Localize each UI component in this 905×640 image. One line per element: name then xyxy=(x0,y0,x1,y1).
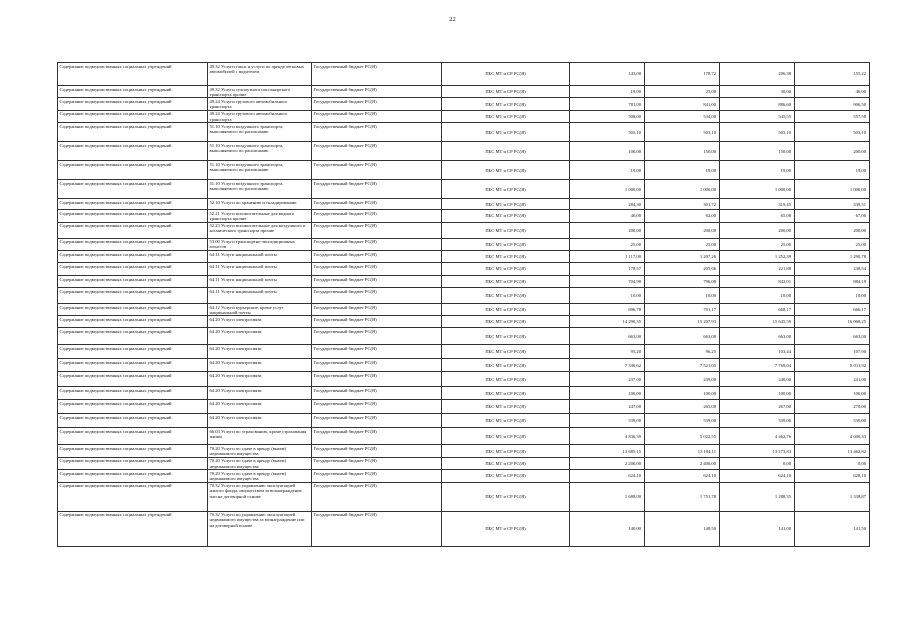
budget-source-cell: Государственный бюджет РС(Я) xyxy=(312,98,442,110)
value-year3-cell: 240,00 xyxy=(720,372,795,387)
service-code-cell: 64.12 Услуги курьерские, кроме услуг национальной почты xyxy=(208,304,312,316)
unit-cell: ПБС МТ и СР РС(Я) xyxy=(442,98,570,110)
org-name-cell: Содержание подведомственных социальных учреждений xyxy=(58,428,208,445)
value-year4-cell: 4 600,33 xyxy=(795,428,870,445)
service-code-cell: 64.20 Услуги электросвязи xyxy=(208,359,312,372)
value-year1-cell: 19,00 xyxy=(570,86,645,98)
budget-source-cell: Государственный бюджет РС(Я) xyxy=(312,372,442,387)
org-name-cell: Содержание подведомственных социальных учреждений xyxy=(58,123,208,142)
value-year2-cell: 10,00 xyxy=(645,288,720,304)
table-row xyxy=(58,387,870,400)
service-code-cell: 70.20 Услуги по сдаче в аренду (внаем) недвижимого имущества xyxy=(208,445,312,457)
value-year4-cell: 13 462,82 xyxy=(795,445,870,457)
unit-cell: ПБС МТ и СР РС(Я) xyxy=(442,63,570,86)
table-row xyxy=(58,511,870,546)
org-name-cell: Содержание подведомственных социальных учреждений xyxy=(58,251,208,263)
budget-source-cell: Государственный бюджет РС(Я) xyxy=(312,482,442,511)
value-year4-cell: 8 011,92 xyxy=(795,359,870,372)
service-code-cell: 51.10 Услуги воздушного транспорта, выполняемого по расписанию xyxy=(208,123,312,142)
value-year2-cell: 239,00 xyxy=(645,372,720,387)
value-year4-cell: 884,19 xyxy=(795,276,870,288)
service-code-cell: 64.11 Услуги национальной почты xyxy=(208,276,312,288)
unit-cell: ПБС МТ и СР РС(Я) xyxy=(442,110,570,122)
budget-source-cell: Государственный бюджет РС(Я) xyxy=(312,251,442,263)
value-year3-cell: 200,00 xyxy=(720,222,795,238)
value-year2-cell: 1 207,26 xyxy=(645,251,720,263)
unit-cell: ПБС МТ и СР РС(Я) xyxy=(442,251,570,263)
service-code-cell: 49.24 Услуги грузового автомобильного транспорта xyxy=(208,110,312,122)
unit-cell: ПБС МТ и СР РС(Я) xyxy=(442,142,570,161)
value-year3-cell: 1 000,00 xyxy=(720,180,795,199)
value-year3-cell: 0,00 xyxy=(720,457,795,469)
service-code-cell: 51.10 Услуги воздушного транспорта, выполняемого по расписанию xyxy=(208,161,312,180)
value-year3-cell: 503,10 xyxy=(720,123,795,142)
value-year1-cell: 663,00 xyxy=(570,328,645,345)
table-row xyxy=(58,110,870,122)
value-year2-cell: 200,00 xyxy=(645,222,720,238)
table-row xyxy=(58,276,870,288)
value-year1-cell: 2 200,00 xyxy=(570,457,645,469)
value-year4-cell: 10,00 xyxy=(795,288,870,304)
value-year1-cell: 781,00 xyxy=(570,98,645,110)
org-name-cell: Содержание подведомственных социальных учреждений xyxy=(58,263,208,276)
value-year4-cell: 503,10 xyxy=(795,123,870,142)
table-row xyxy=(58,328,870,345)
value-year2-cell: 503,10 xyxy=(645,123,720,142)
value-year2-cell: 1 751,78 xyxy=(645,482,720,511)
value-year1-cell: 704,98 xyxy=(570,276,645,288)
budget-source-cell: Государственный бюджет РС(Я) xyxy=(312,199,442,210)
table-row xyxy=(58,199,870,210)
unit-cell: ПБС МТ и СР РС(Я) xyxy=(442,345,570,359)
value-year1-cell: 100,00 xyxy=(570,142,645,161)
value-year4-cell: 666,17 xyxy=(795,304,870,316)
service-code-cell: 53.00 Услуги транспортно-экспедиционных агентств xyxy=(208,238,312,250)
value-year3-cell: 4 462,76 xyxy=(720,428,795,445)
unit-cell: ПБС МТ и СР РС(Я) xyxy=(442,199,570,210)
value-year4-cell: 628,10 xyxy=(795,470,870,482)
value-year2-cell: 178,72 xyxy=(645,63,720,86)
table-row xyxy=(58,482,870,511)
value-year4-cell: 100,00 xyxy=(795,387,870,400)
value-year2-cell: 2 400,00 xyxy=(645,457,720,469)
budget-source-cell: Государственный бюджет РС(Я) xyxy=(312,457,442,469)
table-row xyxy=(58,428,870,445)
value-year1-cell: 25,00 xyxy=(570,238,645,250)
org-name-cell: Содержание подведомственных социальных учреждений xyxy=(58,276,208,288)
budget-source-cell: Государственный бюджет РС(Я) xyxy=(312,316,442,328)
value-year1-cell: 19,00 xyxy=(570,161,645,180)
value-year3-cell: 30,00 xyxy=(720,86,795,98)
value-year2-cell: 624,10 xyxy=(645,470,720,482)
value-year3-cell: 150,00 xyxy=(720,142,795,161)
table-row xyxy=(58,251,870,263)
unit-cell: ПБС МТ и СР РС(Я) xyxy=(442,457,570,469)
budget-source-cell: Государственный бюджет РС(Я) xyxy=(312,276,442,288)
unit-cell: ПБС МТ и СР РС(Я) xyxy=(442,482,570,511)
service-code-cell: 70.20 Услуги по сдаче в аренду (внаем) недвижимого имущества xyxy=(208,457,312,469)
value-year3-cell: 1 288,35 xyxy=(720,482,795,511)
unit-cell: ПБС МТ и СР РС(Я) xyxy=(442,316,570,328)
table-row xyxy=(58,63,870,86)
unit-cell: ПБС МТ и СР РС(Я) xyxy=(442,428,570,445)
budget-source-cell: Государственный бюджет РС(Я) xyxy=(312,161,442,180)
service-code-cell: 52.21 Услуги вспомогательные для водного транспорта прочие xyxy=(208,210,312,222)
value-year1-cell: 13 685,15 xyxy=(570,445,645,457)
value-year1-cell: 284,30 xyxy=(570,199,645,210)
service-code-cell: 64.11 Услуги национальной почты xyxy=(208,263,312,276)
service-code-cell: 64.20 Услуги электросвязи xyxy=(208,387,312,400)
value-year3-cell: 539,00 xyxy=(720,414,795,428)
org-name-cell: Содержание подведомственных социальных учреждений xyxy=(58,222,208,238)
budget-source-cell: Государственный бюджет РС(Я) xyxy=(312,345,442,359)
service-code-cell: 49.32 Услуги сухопутного пассажирского транспорта прочие xyxy=(208,86,312,98)
org-name-cell: Содержание подведомственных социальных учреждений xyxy=(58,511,208,546)
value-year4-cell: 155,22 xyxy=(795,63,870,86)
table-row xyxy=(58,359,870,372)
value-year2-cell: 150,00 xyxy=(645,142,720,161)
value-year2-cell: 140,50 xyxy=(645,511,720,546)
table-row xyxy=(58,142,870,161)
value-year1-cell: 140,00 xyxy=(570,511,645,546)
value-year3-cell: 206,38 xyxy=(720,63,795,86)
value-year4-cell: 0,00 xyxy=(795,457,870,469)
value-year3-cell: 221,88 xyxy=(720,263,795,276)
service-code-cell: 64.11 Услуги национальной почты xyxy=(208,288,312,304)
table-row xyxy=(58,180,870,199)
unit-cell: ПБС МТ и СР РС(Я) xyxy=(442,400,570,414)
budget-source-cell: Государственный бюджет РС(Я) xyxy=(312,110,442,122)
table-row xyxy=(58,345,870,359)
value-year1-cell: 7 336,62 xyxy=(570,359,645,372)
unit-cell: ПБС МТ и СР РС(Я) xyxy=(442,328,570,345)
value-year2-cell: 19,00 xyxy=(645,161,720,180)
page-number: 22 xyxy=(449,16,456,23)
value-year3-cell: 624,10 xyxy=(720,470,795,482)
unit-cell: ПБС МТ и СР РС(Я) xyxy=(442,161,570,180)
service-code-cell: 52.10 Услуги по хранению и складированию xyxy=(208,199,312,210)
org-name-cell: Содержание подведомственных социальных учреждений xyxy=(58,482,208,511)
service-code-cell: 64.20 Услуги электросвязи xyxy=(208,400,312,414)
budget-source-cell: Государственный бюджет РС(Я) xyxy=(312,445,442,457)
org-name-cell: Содержание подведомственных социальных учреждений xyxy=(58,414,208,428)
org-name-cell: Содержание подведомственных социальных учреждений xyxy=(58,288,208,304)
budget-source-cell: Государственный бюджет РС(Я) xyxy=(312,359,442,372)
service-code-cell: 49.24 Услуги грузового автомобильного транспорта xyxy=(208,98,312,110)
org-name-cell: Содержание подведомственных социальных учреждений xyxy=(58,63,208,86)
budget-source-cell: Государственный бюджет РС(Я) xyxy=(312,400,442,414)
budget-source-cell: Государственный бюджет РС(Я) xyxy=(312,511,442,546)
value-year2-cell: 7 521,05 xyxy=(645,359,720,372)
unit-cell: ПБС МТ и СР РС(Я) xyxy=(442,304,570,316)
table-row xyxy=(58,210,870,222)
service-code-cell: 51.10 Услуги воздушного транспорта, выполняемого по расписанию xyxy=(208,142,312,161)
unit-cell: ПБС МТ и СР РС(Я) xyxy=(442,372,570,387)
value-year1-cell: 237,00 xyxy=(570,372,645,387)
value-year4-cell: 19,00 xyxy=(795,161,870,180)
value-year2-cell: 301,72 xyxy=(645,199,720,210)
value-year2-cell: 663,00 xyxy=(645,328,720,345)
budget-source-cell: Государственный бюджет РС(Я) xyxy=(312,123,442,142)
value-year2-cell: 1 000,00 xyxy=(645,180,720,199)
budget-source-cell: Государственный бюджет РС(Я) xyxy=(312,428,442,445)
value-year2-cell: 13 104,11 xyxy=(645,445,720,457)
value-year3-cell: 10,00 xyxy=(720,288,795,304)
value-year1-cell: 178,57 xyxy=(570,263,645,276)
unit-cell: ПБС МТ и СР РС(Я) xyxy=(442,276,570,288)
budget-source-cell: Государственный бюджет РС(Я) xyxy=(312,263,442,276)
table-row xyxy=(58,98,870,110)
value-year2-cell: 205,66 xyxy=(645,263,720,276)
unit-cell: ПБС МТ и СР РС(Я) xyxy=(442,470,570,482)
value-year3-cell: 65,00 xyxy=(720,210,795,222)
value-year3-cell: 545,55 xyxy=(720,110,795,122)
table-row xyxy=(58,161,870,180)
value-year4-cell: 906,50 xyxy=(795,98,870,110)
value-year3-cell: 103,44 xyxy=(720,345,795,359)
unit-cell: ПБС МТ и СР РС(Я) xyxy=(442,180,570,199)
value-year4-cell: 200,00 xyxy=(795,142,870,161)
budget-source-cell: Государственный бюджет РС(Я) xyxy=(312,210,442,222)
value-year3-cell: 100,00 xyxy=(720,387,795,400)
value-year4-cell: 16 068,25 xyxy=(795,316,870,328)
unit-cell: ПБС МТ и СР РС(Я) xyxy=(442,123,570,142)
value-year2-cell: 265,00 xyxy=(645,400,720,414)
value-year2-cell: 841,00 xyxy=(645,98,720,110)
value-year2-cell: 539,00 xyxy=(645,414,720,428)
budget-source-cell: Государственный бюджет РС(Я) xyxy=(312,470,442,482)
org-name-cell: Содержание подведомственных социальных учреждений xyxy=(58,210,208,222)
org-name-cell: Содержание подведомственных социальных учреждений xyxy=(58,328,208,345)
value-year4-cell: 557,58 xyxy=(795,110,870,122)
value-year1-cell: 247,00 xyxy=(570,400,645,414)
value-year3-cell: 25,00 xyxy=(720,238,795,250)
budget-source-cell: Государственный бюджет РС(Я) xyxy=(312,142,442,161)
service-code-cell: 64.11 Услуги национальной почты xyxy=(208,251,312,263)
value-year4-cell: 339,51 xyxy=(795,199,870,210)
org-name-cell: Содержание подведомственных социальных учреждений xyxy=(58,470,208,482)
value-year4-cell: 270,00 xyxy=(795,400,870,414)
value-year4-cell: 663,00 xyxy=(795,328,870,345)
value-year1-cell: 40,00 xyxy=(570,210,645,222)
value-year3-cell: 15 645,59 xyxy=(720,316,795,328)
value-year1-cell: 200,00 xyxy=(570,222,645,238)
budget-source-cell: Государственный бюджет РС(Я) xyxy=(312,328,442,345)
table-row xyxy=(58,123,870,142)
table-row xyxy=(58,470,870,482)
value-year1-cell: 1 688,00 xyxy=(570,482,645,511)
budget-source-cell: Государственный бюджет РС(Я) xyxy=(312,238,442,250)
table-row xyxy=(58,400,870,414)
value-year1-cell: 696,78 xyxy=(570,304,645,316)
value-year2-cell: 534,00 xyxy=(645,110,720,122)
budget-source-cell: Государственный бюджет РС(Я) xyxy=(312,86,442,98)
table-row xyxy=(58,457,870,469)
budget-source-cell: Государственный бюджет РС(Я) xyxy=(312,387,442,400)
expenditure-table xyxy=(57,62,870,547)
value-year4-cell: 141,50 xyxy=(795,511,870,546)
org-name-cell: Содержание подведомственных социальных учреждений xyxy=(58,400,208,414)
service-code-cell: 64.20 Услуги электросвязи xyxy=(208,414,312,428)
service-code-cell: 64.20 Услуги электросвязи xyxy=(208,372,312,387)
value-year1-cell: 95,20 xyxy=(570,345,645,359)
unit-cell: ПБС МТ и СР РС(Я) xyxy=(442,445,570,457)
org-name-cell: Содержание подведомственных социальных учреждений xyxy=(58,387,208,400)
table-row xyxy=(58,263,870,276)
value-year1-cell: 1 000,00 xyxy=(570,180,645,199)
org-name-cell: Содержание подведомственных социальных учреждений xyxy=(58,304,208,316)
table-row xyxy=(58,316,870,328)
value-year4-cell: 1 000,00 xyxy=(795,180,870,199)
budget-source-cell: Государственный бюджет РС(Я) xyxy=(312,180,442,199)
service-code-cell: 64.20 Услуги электросвязи xyxy=(208,316,312,328)
service-code-cell: 49.32 Услуги такси и услуги по аренде легковых автомобилей с водителем xyxy=(208,63,312,86)
org-name-cell: Содержание подведомственных социальных учреждений xyxy=(58,238,208,250)
value-year2-cell: 62,00 xyxy=(645,210,720,222)
value-year4-cell: 238,54 xyxy=(795,263,870,276)
unit-cell: ПБС МТ и СР РС(Я) xyxy=(442,288,570,304)
value-year1-cell: 4 836,39 xyxy=(570,428,645,445)
value-year1-cell: 1 117,00 xyxy=(570,251,645,263)
value-year3-cell: 663,00 xyxy=(720,328,795,345)
table-row xyxy=(58,86,870,98)
budget-source-cell: Государственный бюджет РС(Я) xyxy=(312,304,442,316)
value-year3-cell: 7 769,04 xyxy=(720,359,795,372)
value-year1-cell: 100,00 xyxy=(570,387,645,400)
value-year2-cell: 25,00 xyxy=(645,86,720,98)
org-name-cell: Содержание подведомственных социальных учреждений xyxy=(58,199,208,210)
value-year3-cell: 668,17 xyxy=(720,304,795,316)
table-row xyxy=(58,288,870,304)
org-name-cell: Содержание подведомственных социальных учреждений xyxy=(58,345,208,359)
budget-source-cell: Государственный бюджет РС(Я) xyxy=(312,222,442,238)
value-year2-cell: 100,00 xyxy=(645,387,720,400)
table-row xyxy=(58,222,870,238)
value-year3-cell: 319,45 xyxy=(720,199,795,210)
value-year1-cell: 539,00 xyxy=(570,414,645,428)
unit-cell: ПБС МТ и СР РС(Я) xyxy=(442,263,570,276)
value-year3-cell: 141,00 xyxy=(720,511,795,546)
value-year3-cell: 886,60 xyxy=(720,98,795,110)
value-year4-cell: 67,00 xyxy=(795,210,870,222)
org-name-cell: Содержание подведомственных социальных учреждений xyxy=(58,180,208,199)
service-code-cell: 70.32 Услуги по управлению эксплуатацией жилого фонда, имуществом за вознаграждение или на договорной основе xyxy=(208,482,312,511)
value-year2-cell: 796,08 xyxy=(645,276,720,288)
value-year3-cell: 1 252,39 xyxy=(720,251,795,263)
value-year1-cell: 503,10 xyxy=(570,123,645,142)
value-year4-cell: 1 338,87 xyxy=(795,482,870,511)
unit-cell: ПБС МТ и СР РС(Я) xyxy=(442,511,570,546)
unit-cell: ПБС МТ и СР РС(Я) xyxy=(442,86,570,98)
table-row xyxy=(58,372,870,387)
value-year1-cell: 10,00 xyxy=(570,288,645,304)
table-row xyxy=(58,238,870,250)
org-name-cell: Содержание подведомственных социальных учреждений xyxy=(58,457,208,469)
value-year1-cell: 143,00 xyxy=(570,63,645,86)
value-year2-cell: 15 207,93 xyxy=(645,316,720,328)
value-year2-cell: 701,17 xyxy=(645,304,720,316)
value-year2-cell: 25,00 xyxy=(645,238,720,250)
value-year1-cell: 624,10 xyxy=(570,470,645,482)
unit-cell: ПБС МТ и СР РС(Я) xyxy=(442,359,570,372)
value-year4-cell: 200,00 xyxy=(795,222,870,238)
value-year4-cell: 25,00 xyxy=(795,238,870,250)
unit-cell: ПБС МТ и СР РС(Я) xyxy=(442,387,570,400)
value-year4-cell: 1 290,78 xyxy=(795,251,870,263)
value-year1-cell: 14 290,35 xyxy=(570,316,645,328)
org-name-cell: Содержание подведомственных социальных учреждений xyxy=(58,316,208,328)
value-year4-cell: 539,00 xyxy=(795,414,870,428)
org-name-cell: Содержание подведомственных социальных учреждений xyxy=(58,359,208,372)
table-row xyxy=(58,304,870,316)
value-year4-cell: 107,90 xyxy=(795,345,870,359)
unit-cell: ПБС МТ и СР РС(Я) xyxy=(442,222,570,238)
org-name-cell: Содержание подведомственных социальных учреждений xyxy=(58,110,208,122)
value-year3-cell: 19,00 xyxy=(720,161,795,180)
org-name-cell: Содержание подведомственных социальных учреждений xyxy=(58,142,208,161)
table-row xyxy=(58,414,870,428)
org-name-cell: Содержание подведомственных социальных учреждений xyxy=(58,98,208,110)
service-code-cell: 64.20 Услуги электросвязи xyxy=(208,345,312,359)
org-name-cell: Содержание подведомственных социальных учреждений xyxy=(58,86,208,98)
budget-source-cell: Государственный бюджет РС(Я) xyxy=(312,63,442,86)
service-code-cell: 51.10 Услуги воздушного транспорта, выполняемого по расписанию xyxy=(208,180,312,199)
unit-cell: ПБС МТ и СР РС(Я) xyxy=(442,238,570,250)
value-year3-cell: 842,01 xyxy=(720,276,795,288)
budget-source-cell: Государственный бюджет РС(Я) xyxy=(312,288,442,304)
org-name-cell: Содержание подведомственных социальных учреждений xyxy=(58,445,208,457)
service-code-cell: 52.23 Услуги вспомогательные для воздушного и космического транспорта прочие xyxy=(208,222,312,238)
org-name-cell: Содержание подведомственных социальных учреждений xyxy=(58,372,208,387)
service-code-cell: 64.20 Услуги электросвязи xyxy=(208,328,312,345)
unit-cell: ПБС МТ и СР РС(Я) xyxy=(442,414,570,428)
budget-source-cell: Государственный бюджет РС(Я) xyxy=(312,414,442,428)
value-year4-cell: 40,00 xyxy=(795,86,870,98)
service-code-cell: 70.20 Услуги по сдаче в аренду (внаем) недвижимого имущества xyxy=(208,470,312,482)
service-code-cell: 66.03 Услуги по страхованию, кроме страхования жизни xyxy=(208,428,312,445)
value-year2-cell: 96,25 xyxy=(645,345,720,359)
value-year3-cell: 267,00 xyxy=(720,400,795,414)
value-year3-cell: 13 273,83 xyxy=(720,445,795,457)
value-year4-cell: 241,00 xyxy=(795,372,870,387)
value-year1-cell: 508,00 xyxy=(570,110,645,122)
table-row xyxy=(58,445,870,457)
unit-cell: ПБС МТ и СР РС(Я) xyxy=(442,210,570,222)
value-year2-cell: 5 022,55 xyxy=(645,428,720,445)
org-name-cell: Содержание подведомственных социальных учреждений xyxy=(58,161,208,180)
service-code-cell: 70.32 Услуги по управлению эксплуатацией недвижимого имущества за вознаграждение или на договорной основе xyxy=(208,511,312,546)
